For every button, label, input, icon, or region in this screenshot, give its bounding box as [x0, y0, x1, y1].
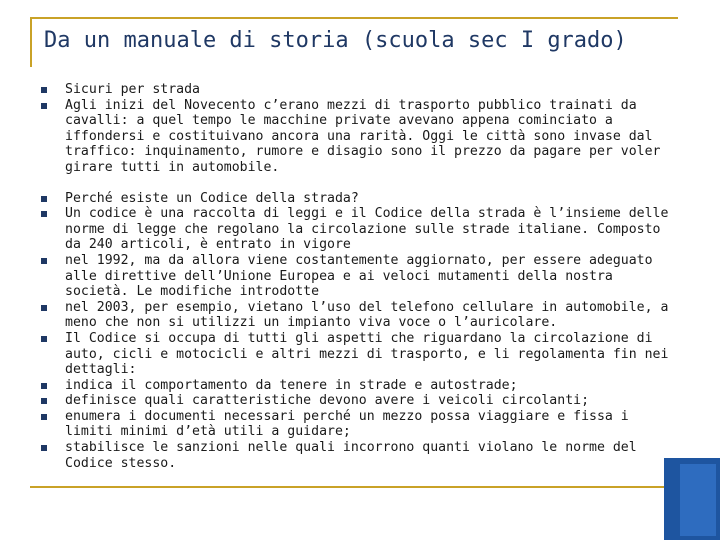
list-item-text: Un codice è una raccolta di leggi e il Codice della strada è l’insieme delle norme di legge che regolano la circolazione sulle strade italiane. Composto da 240 articoli, è entrato in vigore: [65, 206, 669, 253]
square-bullet-icon: [41, 258, 47, 264]
list-item: [40, 300, 675, 331]
slide-body: [40, 82, 675, 471]
list-item: [40, 191, 675, 207]
square-bullet-icon: [41, 445, 47, 451]
square-bullet-icon: [41, 398, 47, 404]
list-item: [40, 331, 675, 378]
list-item-text: nel 1992, ma da allora viene costantemente aggiornato, per essere adeguato alle direttive dell’Unione Europea e ai veloci mutamenti della nostra società. Le modifiche introdotte: [65, 252, 653, 300]
list-item-text: definisce quali caratteristiche devono avere i veicoli circolanti;: [65, 393, 590, 409]
list-item: [40, 393, 675, 409]
list-item-text: Sicuri per strada: [65, 82, 200, 97]
square-bullet-icon: [41, 414, 47, 420]
slide-frame-bottom-rule: [30, 486, 670, 488]
list-item-text: enumera i documenti necessari perché un mezzo possa viaggiare e fissa i limiti minimi d’età utili a guidare;: [65, 408, 629, 440]
university-seal-logo: [664, 458, 720, 540]
list-item: [40, 378, 675, 394]
square-bullet-icon: [41, 383, 47, 389]
seal-figure: [680, 464, 716, 536]
square-bullet-icon: [41, 336, 47, 342]
square-bullet-icon: [41, 196, 47, 202]
list-item: [40, 409, 675, 440]
list-item: [40, 82, 675, 98]
slide-title: Da un manuale di storia (scuola sec I grado): [44, 28, 627, 53]
list-item-text: Perché esiste un Codice della strada?: [65, 190, 359, 206]
list-item-text: Agli inizi del Novecento c’erano mezzi di trasporto pubblico trainati da cavalli: a quel tempo le macchine private avevano appena cominciato a iffondersi e costituivano ancora una rarità. Oggi le città sono invase dal traffico: inquinamento, rumore e disagio sono il prezzo da pagare per voler girare tutti in automobile.: [65, 97, 661, 175]
square-bullet-icon: [41, 305, 47, 311]
square-bullet-icon: [41, 211, 47, 217]
square-bullet-icon: [41, 103, 47, 109]
list-item: [40, 440, 675, 471]
square-bullet-icon: [41, 87, 47, 93]
list-item-text: stabilisce le sanzioni nelle quali incorrono quanti violano le norme del Codice stesso.: [65, 440, 637, 471]
list-item-text: Il Codice si occupa di tutti gli aspetti che riguardano la circolazione di auto, cicli e motocicli e altri mezzi di trasporto, e li regolamenta fin nei dettagli:: [65, 330, 669, 378]
list-item: [40, 253, 675, 300]
slide-frame-left-rule: [30, 17, 32, 67]
list-item: [40, 98, 675, 176]
list-item-text: nel 2003, per esempio, vietano l’uso del telefono cellulare in automobile, a meno che non si utilizzi un impianto viva voce o l’auricolare.: [65, 299, 669, 331]
slide-frame-top-rule: [30, 17, 678, 19]
list-item-text: indica il comportamento da tenere in strade e autostrade;: [65, 377, 518, 393]
list-item: [40, 206, 675, 253]
